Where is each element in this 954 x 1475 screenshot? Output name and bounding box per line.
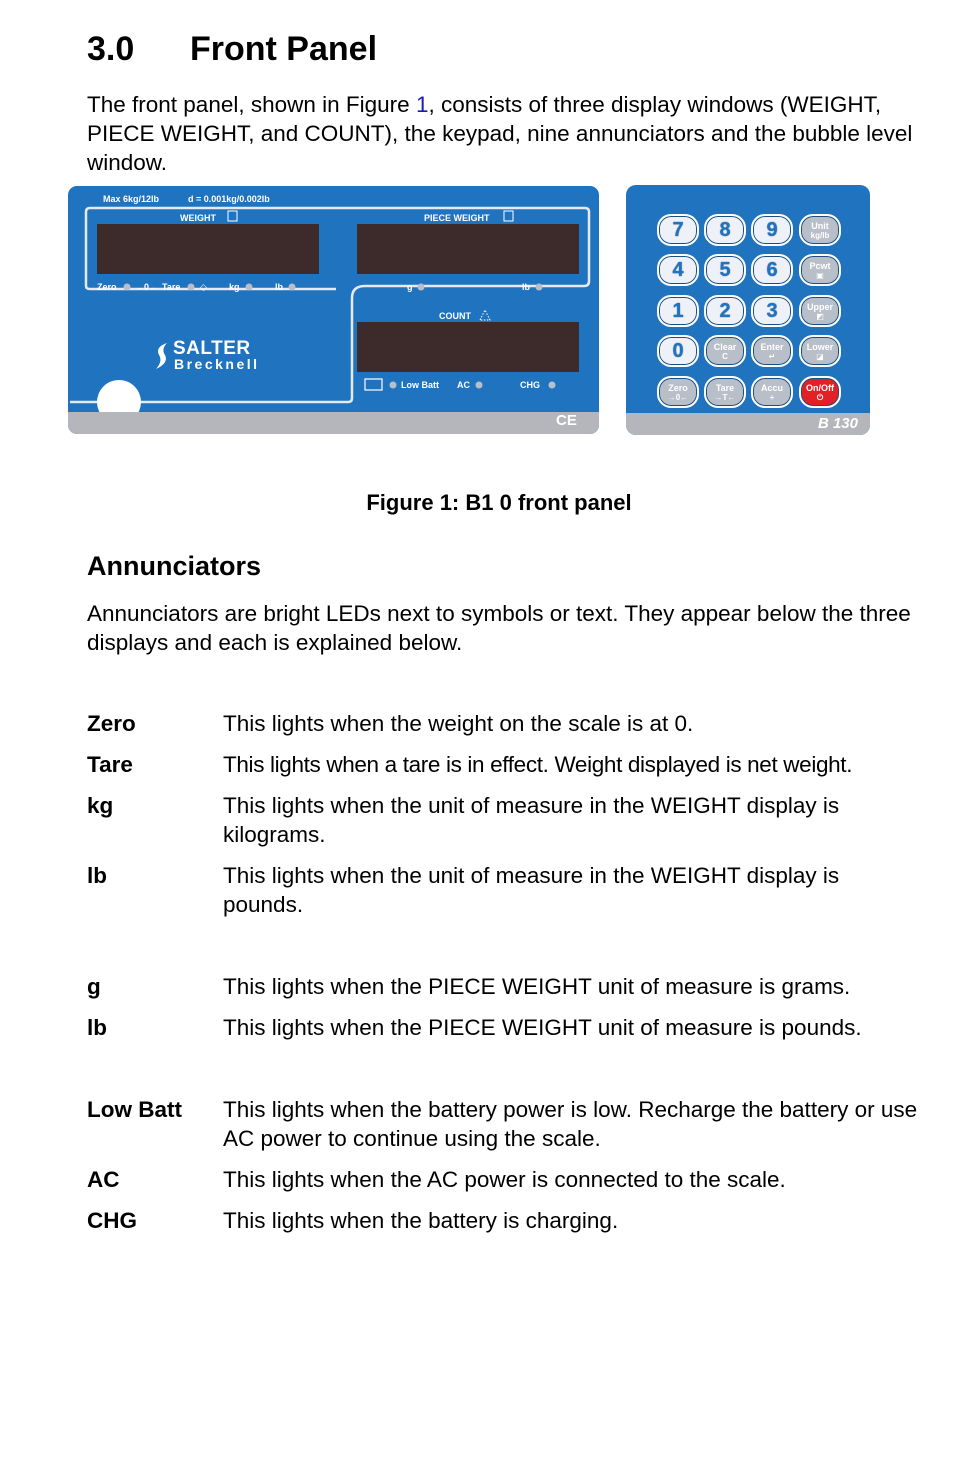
def-piece-lb: This lights when the PIECE WEIGHT unit of measure is pounds. <box>223 1015 862 1040</box>
term-piece-lb: lb <box>87 1015 107 1040</box>
term-chg: CHG <box>87 1208 137 1233</box>
key-0[interactable] <box>657 335 699 367</box>
annunciators-heading: Annunciators <box>87 551 262 581</box>
key-2-label: 2 <box>719 299 731 322</box>
piece-lb-annunciator: lb <box>522 282 530 292</box>
clear-key[interactable] <box>704 335 746 367</box>
def-ac: This lights when the AC power is connected to the scale. <box>223 1167 786 1192</box>
section-heading <box>87 30 377 69</box>
unit-key[interactable] <box>799 214 841 246</box>
pcwt-key-label: Pcwt <box>809 260 831 271</box>
section-title: Front Panel <box>190 30 378 68</box>
accu-key[interactable] <box>751 376 793 408</box>
accu-key-icon: + <box>769 392 775 402</box>
unit-key-label: Unit <box>811 220 829 231</box>
zero-key-icon: →0← <box>667 392 689 402</box>
division-label: d = 0.001kg/0.002lb <box>188 194 270 204</box>
tare-symbol-icon: ◇ <box>200 282 207 292</box>
def-tare: This lights when a tare is in effect. Weight displayed is net weight. <box>223 752 853 777</box>
low-batt-annunciator: Low Batt <box>401 380 439 390</box>
display-panel <box>68 186 599 434</box>
key-4[interactable] <box>657 254 699 286</box>
key-2[interactable] <box>704 295 746 327</box>
zero-key[interactable] <box>657 376 699 408</box>
tare-key-label: Tare <box>715 382 735 393</box>
key-9-label: 9 <box>766 218 778 241</box>
key-6-label: 6 <box>766 258 778 281</box>
enter-key[interactable] <box>751 335 793 367</box>
key-4-label: 4 <box>672 258 684 281</box>
on-off-key[interactable] <box>799 376 841 408</box>
brand-logo: SALTER <box>173 338 251 359</box>
term-lb: lb <box>87 863 107 888</box>
term-tare: Tare <box>87 752 133 777</box>
key-5[interactable] <box>704 254 746 286</box>
intro-text-end: , consists of three display windows (WEIGHT, PIECE WEIGHT, and COUNT), the keypad, nine annunciators and the bubble level window. <box>87 92 913 175</box>
key-6[interactable] <box>751 254 793 286</box>
zero-symbol-icon: →0← <box>135 282 159 292</box>
key-3-label: 3 <box>766 299 778 322</box>
lower-icon: ◪ <box>816 351 824 361</box>
key-7-label: 7 <box>672 218 684 241</box>
key-8-label: 8 <box>719 218 731 241</box>
zero-annunciator: Zero <box>97 282 117 292</box>
unit-key-sub: kg/lb <box>810 230 830 240</box>
brand-logo-subtitle: Brecknell <box>174 356 260 372</box>
figure-link[interactable]: 1 <box>415 92 429 117</box>
upper-key-label: Upper <box>806 301 833 312</box>
lb-annunciator: lb <box>275 282 283 292</box>
capacity-label: Max 6kg/12lb <box>103 194 160 204</box>
key-5-label: 5 <box>719 258 731 281</box>
def-zero: This lights when the weight on the scale is at 0. <box>223 711 694 736</box>
key-8[interactable] <box>704 214 746 246</box>
key-3[interactable] <box>751 295 793 327</box>
chg-annunciator: CHG <box>520 380 540 390</box>
power-icon: ⏻ <box>816 392 824 402</box>
lower-key[interactable] <box>799 335 841 367</box>
enter-key-label: Enter <box>760 341 784 352</box>
key-0-label: 0 <box>672 339 684 362</box>
clear-key-label: Clear <box>713 341 737 352</box>
ce-mark: CE <box>556 412 577 429</box>
upper-key[interactable] <box>799 295 841 327</box>
weight-display-label: WEIGHT <box>180 213 216 223</box>
term-zero: Zero <box>87 711 136 736</box>
enter-arrow-icon: ↵ <box>768 351 776 361</box>
def-kg: This lights when the unit of measure in the WEIGHT display is kilograms. <box>223 793 840 847</box>
keypad-panel <box>626 185 870 435</box>
key-9[interactable] <box>751 214 793 246</box>
on-off-key-label: On/Off <box>806 382 834 393</box>
term-kg: kg <box>87 793 114 818</box>
term-low-batt: Low Batt <box>87 1097 182 1122</box>
tare-annunciator: Tare <box>162 282 181 292</box>
tare-key[interactable] <box>704 376 746 408</box>
ac-annunciator: AC <box>457 380 470 390</box>
key-1[interactable] <box>657 295 699 327</box>
accu-key-label: Accu <box>760 382 783 393</box>
model-label: B 130 <box>817 415 858 432</box>
intro-paragraph <box>87 90 917 177</box>
def-chg: This lights when the battery is charging. <box>223 1208 619 1233</box>
figure-caption: Figure 1: B1 0 front panel <box>366 490 632 515</box>
panel-bottom-strip <box>68 412 599 434</box>
key-1-label: 1 <box>672 299 684 322</box>
term-ac: AC <box>87 1167 120 1192</box>
count-display <box>357 322 579 372</box>
pcwt-key[interactable] <box>799 254 841 286</box>
annunciators-intro: Annunciators are bright LEDs next to symbols or text. They appear below the three displays and each is explained below. <box>87 601 911 655</box>
pcwt-icon: ▣ <box>816 270 824 280</box>
tare-key-icon: →T← <box>714 392 736 402</box>
piece-weight-display-label: PIECE WEIGHT <box>424 213 490 223</box>
term-g: g <box>87 974 101 999</box>
count-display-label: COUNT <box>439 311 471 321</box>
key-7[interactable] <box>657 214 699 246</box>
clear-key-sub: C <box>722 351 728 361</box>
piece-weight-display <box>357 224 579 274</box>
def-lb: This lights when the unit of measure in the WEIGHT display is pounds. <box>223 863 840 917</box>
zero-key-label: Zero <box>668 382 688 393</box>
upper-icon: ◩ <box>816 311 824 321</box>
section-number: 3.0 <box>87 30 135 68</box>
intro-text-start: The front panel, shown in Figure <box>87 92 416 117</box>
lower-key-label: Lower <box>806 341 834 352</box>
weight-display <box>97 224 319 274</box>
g-annunciator: g <box>407 282 413 292</box>
brand-swoosh-icon <box>153 341 171 371</box>
def-low-batt: This lights when the battery power is low. Recharge the battery or use AC power to continue using the scale. <box>223 1097 918 1151</box>
kg-annunciator: kg <box>229 282 240 292</box>
def-g: This lights when the PIECE WEIGHT unit of measure is grams. <box>223 974 851 999</box>
